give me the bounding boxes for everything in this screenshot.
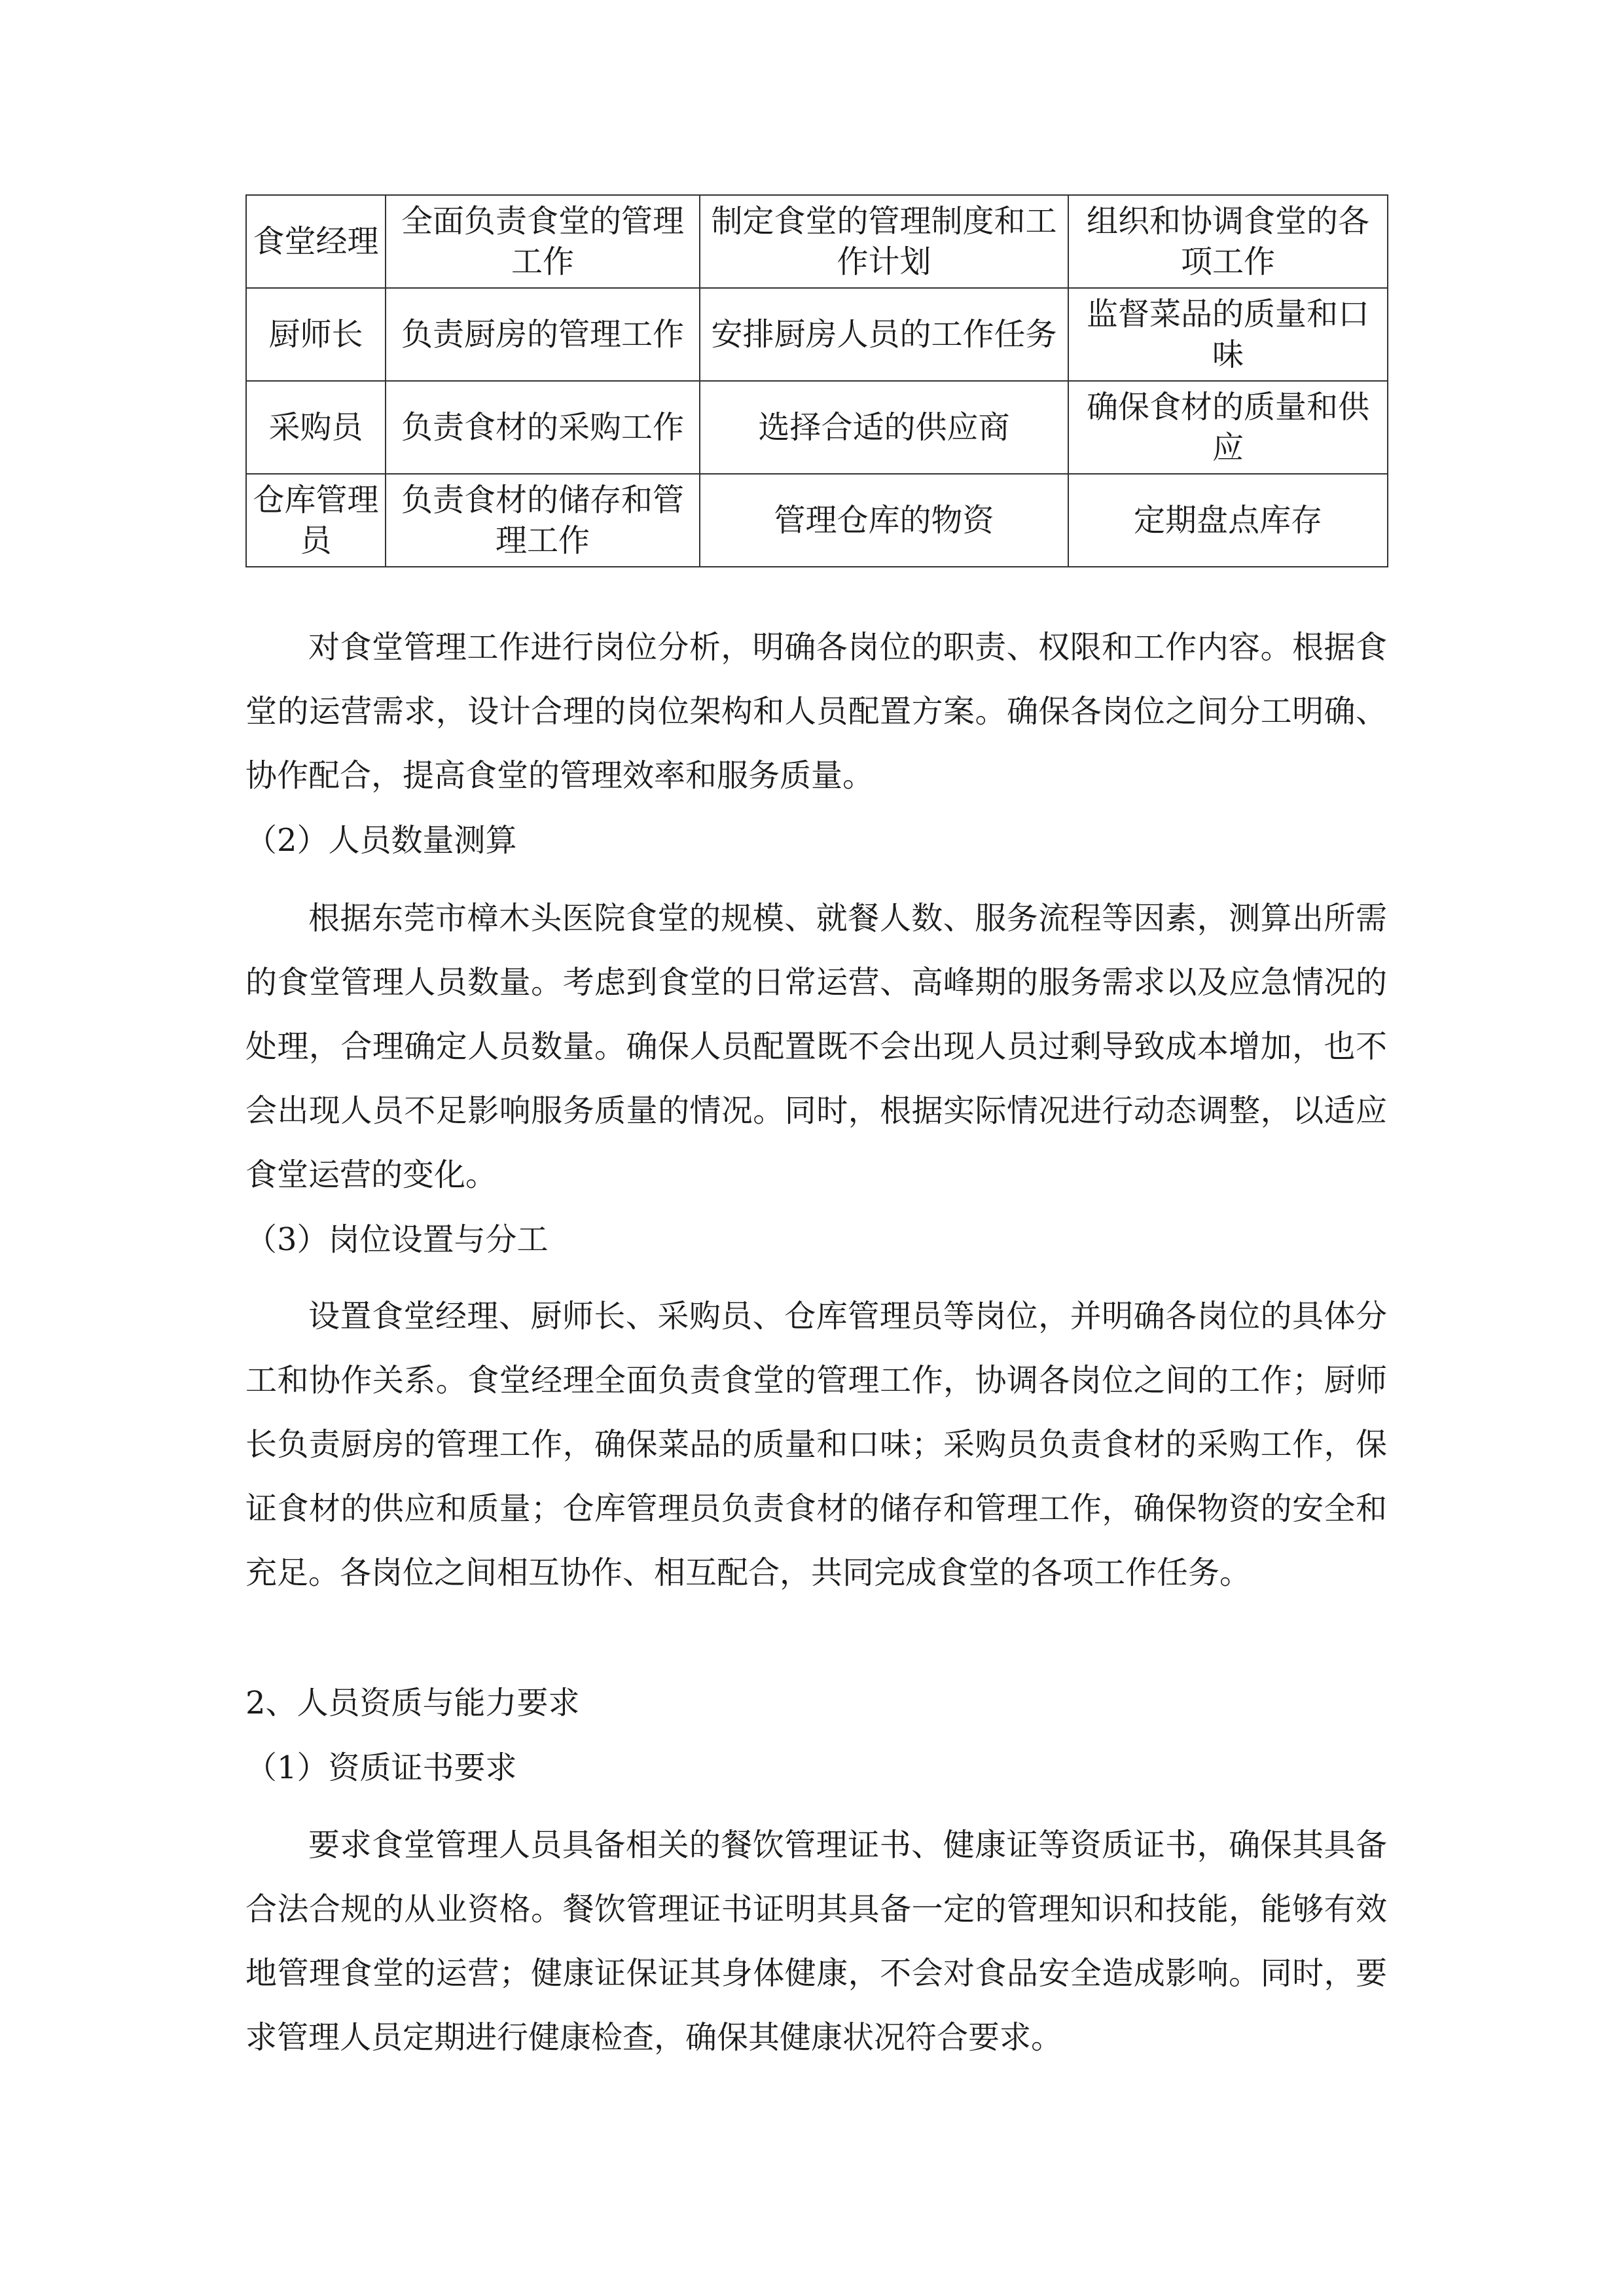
- table-cell: 监督菜品的质量和口味: [1068, 288, 1388, 381]
- position-responsibility-table: [245, 194, 1388, 567]
- subheading-certificates: （1）资质证书要求: [245, 1749, 517, 1786]
- table-cell: 组织和协调食堂的各项工作: [1068, 195, 1388, 288]
- section-heading-qualifications: 2、人员资质与能力要求: [245, 1685, 580, 1721]
- subheading-staff-count: （2）人员数量测算: [245, 822, 517, 859]
- table-cell: 负责厨房的管理工作: [386, 288, 700, 381]
- table-cell: 安排厨房人员的工作任务: [700, 288, 1068, 381]
- paragraph-staff-count: 根据东莞市樟木头医院食堂的规模、就餐人数、服务流程等因素，测算出所需的食堂管理人员数量。考虑到食堂的日常运营、高峰期的服务需求以及应急情况的处理，合理确定人员数量。确保人员配置既不会出现人员过剩导致成本增加，也不会出现人员不足影响服务质量的情况。同时，根据实际情况进行动态调整，以适应食堂运营的变化。: [245, 900, 1387, 1193]
- table-row: [246, 474, 1388, 567]
- table-cell: 制定食堂的管理制度和工作计划: [700, 195, 1068, 288]
- table-row: [246, 195, 1388, 288]
- table-cell: 负责食材的采购工作: [386, 381, 700, 474]
- table-cell: 仓库管理员: [246, 474, 386, 567]
- table-cell: 厨师长: [246, 288, 386, 381]
- table-cell: 确保食材的质量和供应: [1068, 381, 1388, 474]
- table-cell: 选择合适的供应商: [700, 381, 1068, 474]
- paragraph-position-analysis: 对食堂管理工作进行岗位分析，明确各岗位的职责、权限和工作内容。根据食堂的运营需求，设计合理的岗位架构和人员配置方案。确保各岗位之间分工明确、协作配合，提高食堂的管理效率和服务质量。: [245, 629, 1387, 794]
- table-cell: 定期盘点库存: [1068, 474, 1388, 567]
- table-row: [246, 288, 1388, 381]
- subheading-position-setup: （3）岗位设置与分工: [245, 1221, 549, 1258]
- table-row: [246, 381, 1388, 474]
- table-cell: 管理仓库的物资: [700, 474, 1068, 567]
- table-cell: 全面负责食堂的管理工作: [386, 195, 700, 288]
- table-cell: 采购员: [246, 381, 386, 474]
- paragraph-position-setup: 设置食堂经理、厨师长、采购员、仓库管理员等岗位，并明确各岗位的具体分工和协作关系。食堂经理全面负责食堂的管理工作，协调各岗位之间的工作；厨师长负责厨房的管理工作，确保菜品的质量和口味；采购员负责食材的采购工作，保证食材的供应和质量；仓库管理员负责食材的储存和管理工作，确保物资的安全和充足。各岗位之间相互协作、相互配合，共同完成食堂的各项工作任务。: [245, 1298, 1387, 1591]
- table-cell: 负责食材的储存和管理工作: [386, 474, 700, 567]
- table-cell: 食堂经理: [246, 195, 386, 288]
- paragraph-certificates: 要求食堂管理人员具备相关的餐饮管理证书、健康证等资质证书，确保其具备合法合规的从业资格。餐饮管理证书证明其具备一定的管理知识和技能，能够有效地管理食堂的运营；健康证保证其身体健康，不会对食品安全造成影响。同时，要求管理人员定期进行健康检查，确保其健康状况符合要求。: [245, 1827, 1387, 2056]
